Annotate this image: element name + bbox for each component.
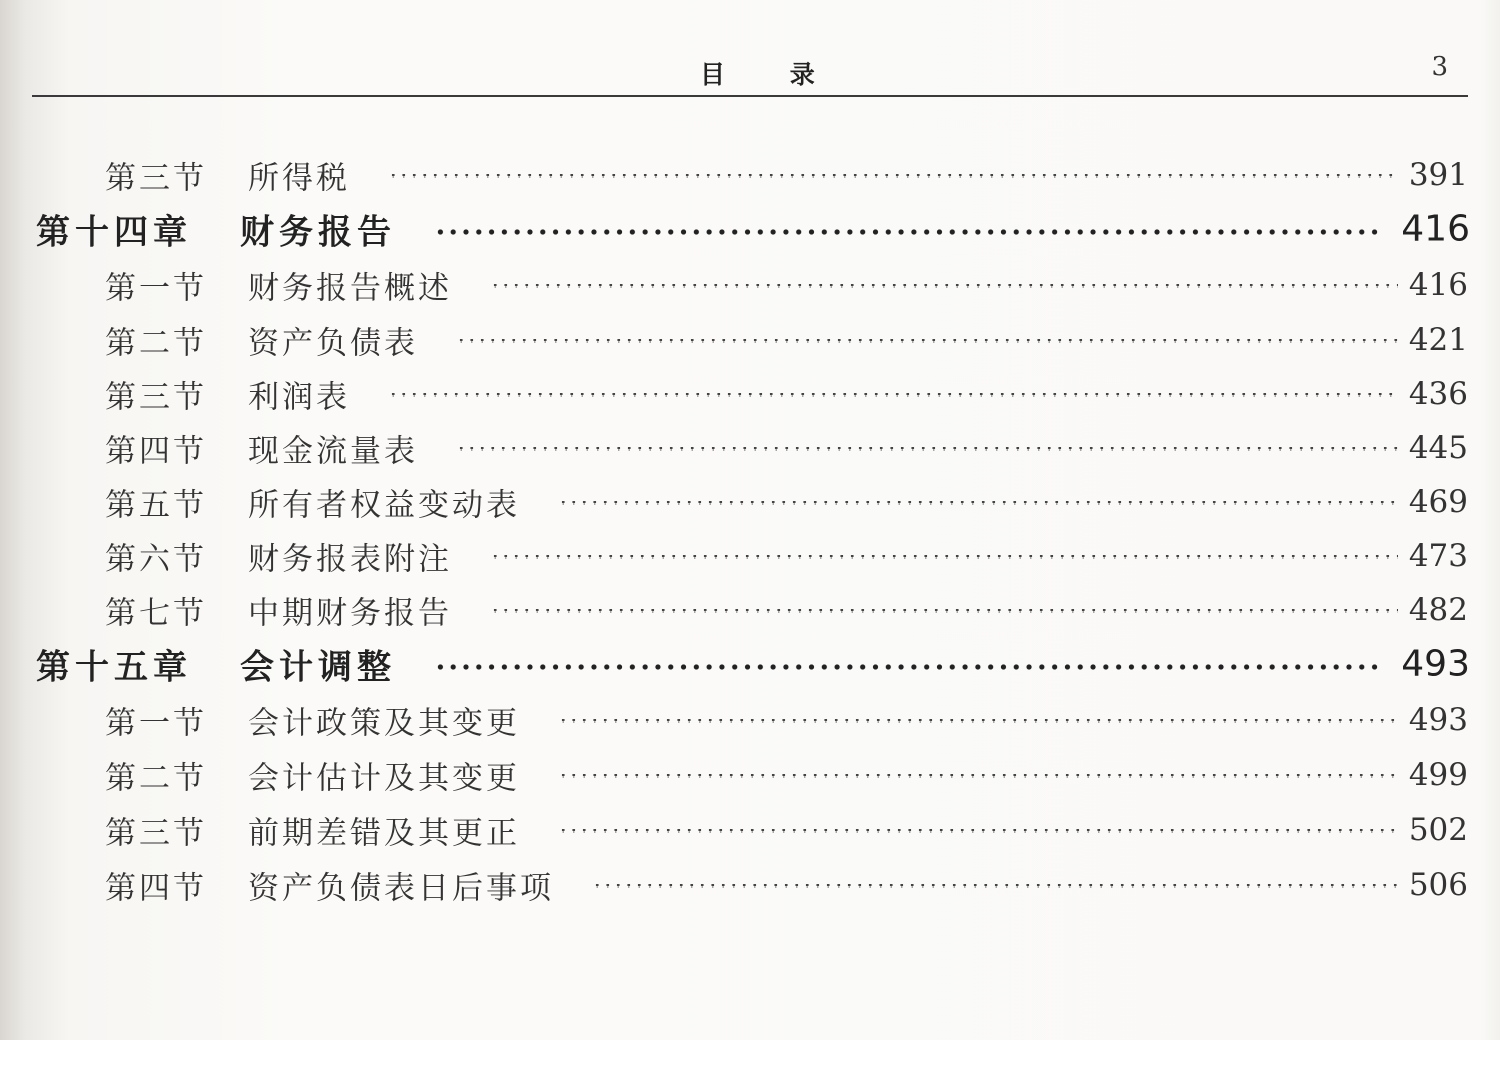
toc-entry-title: 资产负债表日后事项 <box>248 870 554 907</box>
toc-section-entry <box>0 755 1500 795</box>
toc-entry-title: 财务报告概述 <box>248 270 452 307</box>
toc-entry-number: 第五节 <box>105 487 207 524</box>
toc-entry-number: 第七节 <box>105 595 207 632</box>
toc-entry-page: 506 <box>1408 867 1468 903</box>
toc-entry-title: 会计调整 <box>240 647 396 688</box>
toc-entry-number: 第二节 <box>105 325 207 362</box>
toc-entry-title: 资产负债表 <box>248 325 418 362</box>
toc-dot-leader <box>558 829 1398 833</box>
toc-dot-leader <box>490 284 1398 288</box>
toc-dot-leader <box>456 339 1398 343</box>
page-header-title: 目 录 <box>700 60 843 89</box>
toc-section-entry <box>0 810 1500 850</box>
toc-section-entry <box>0 482 1500 522</box>
toc-dot-leader <box>388 393 1398 397</box>
toc-entry-title: 前期差错及其更正 <box>248 815 520 852</box>
toc-section-entry <box>0 536 1500 576</box>
toc-entry-number: 第十五章 <box>36 647 192 688</box>
toc-section-entry <box>0 320 1500 360</box>
page-number: 3 <box>1431 52 1448 82</box>
toc-entry-page: 493 <box>1408 702 1468 738</box>
toc-dot-leader <box>558 719 1398 723</box>
toc-entry-page: 502 <box>1408 812 1468 848</box>
toc-entry-title: 会计估计及其变更 <box>248 760 520 797</box>
toc-dot-leader <box>490 609 1398 613</box>
toc-entry-number: 第三节 <box>105 160 207 197</box>
bottom-margin <box>0 1040 1500 1071</box>
toc-entry-page: 445 <box>1408 430 1468 466</box>
toc-section-entry <box>0 865 1500 905</box>
toc-section-entry <box>0 428 1500 468</box>
toc-dot-leader <box>456 447 1398 451</box>
toc-entry-page: 473 <box>1408 538 1468 574</box>
toc-dot-leader <box>490 555 1398 559</box>
toc-entry-title: 所得税 <box>248 160 350 197</box>
toc-dot-leader <box>388 174 1398 178</box>
toc-entry-number: 第一节 <box>105 270 207 307</box>
toc-entry-number: 第六节 <box>105 541 207 578</box>
toc-section-entry <box>0 374 1500 414</box>
toc-entry-page: 469 <box>1408 484 1468 520</box>
toc-section-entry <box>0 265 1500 305</box>
toc-chapter-entry <box>0 640 1500 688</box>
toc-entry-page: 416 <box>1401 208 1470 250</box>
toc-dot-leader <box>434 229 1382 235</box>
toc-entry-page: 391 <box>1408 157 1468 193</box>
toc-section-entry <box>0 590 1500 630</box>
toc-entry-title: 财务报告 <box>240 212 396 253</box>
toc-entry-title: 所有者权益变动表 <box>248 487 520 524</box>
toc-entry-page: 493 <box>1401 643 1470 685</box>
toc-chapter-entry <box>0 205 1500 253</box>
toc-section-entry <box>0 700 1500 740</box>
toc-entry-number: 第三节 <box>105 815 207 852</box>
toc-dot-leader <box>592 884 1398 888</box>
toc-entry-number: 第十四章 <box>36 212 192 253</box>
toc-dot-leader <box>558 501 1398 505</box>
toc-entry-number: 第三节 <box>105 379 207 416</box>
toc-entry-title: 现金流量表 <box>248 433 418 470</box>
toc-dot-leader <box>558 774 1398 778</box>
toc-entry-title: 中期财务报告 <box>248 595 452 632</box>
toc-dot-leader <box>434 664 1382 670</box>
toc-entry-title: 财务报表附注 <box>248 541 452 578</box>
toc-entry-page: 416 <box>1408 267 1468 303</box>
toc-entry-number: 第二节 <box>105 760 207 797</box>
toc-entry-page: 499 <box>1408 757 1468 793</box>
toc-entry-page: 482 <box>1408 592 1468 628</box>
toc-entry-number: 第四节 <box>105 433 207 470</box>
toc-entry-title: 利润表 <box>248 379 350 416</box>
toc-entry-title: 会计政策及其变更 <box>248 705 520 742</box>
toc-entry-page: 421 <box>1408 322 1468 358</box>
toc-section-entry <box>0 155 1500 195</box>
header-rule <box>32 95 1468 97</box>
toc-entry-page: 436 <box>1408 376 1468 412</box>
toc-entry-number: 第一节 <box>105 705 207 742</box>
toc-entry-number: 第四节 <box>105 870 207 907</box>
